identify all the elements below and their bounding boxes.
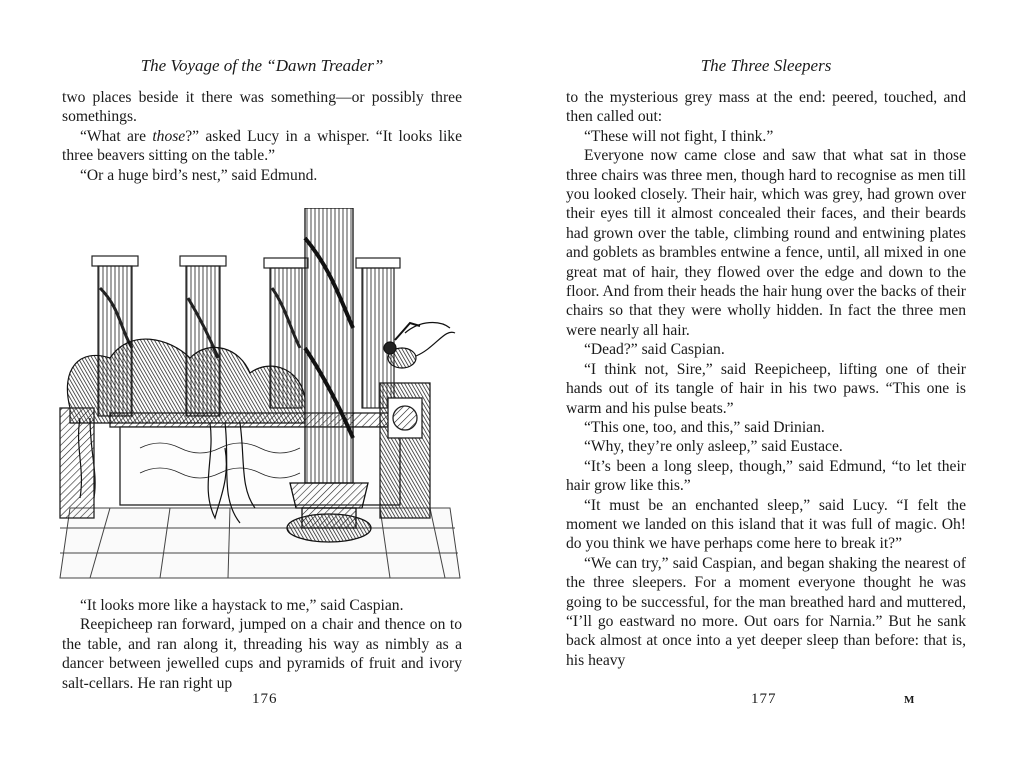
- illustration-drawing: [50, 208, 470, 580]
- page-number: 177: [751, 691, 777, 707]
- paragraph: “Or a huge bird’s nest,” said Edmund.: [80, 166, 318, 184]
- paragraph: “It must be an enchanted sleep,” said Lucy. “I felt the moment we landed on this island that it was full of magic. Oh! do you think we have perhaps come here to break it?”: [566, 496, 966, 553]
- paragraph: “Why, they’re only asleep,” said Eustace.: [584, 438, 843, 456]
- paragraph: “This one, too, and this,” said Drinian.: [584, 418, 825, 436]
- right-running-head: The Three Sleepers: [700, 56, 832, 75]
- right-chair: [380, 383, 430, 518]
- reepicheep-mouse: [384, 323, 455, 368]
- paragraph: to the mysterious grey mass at the end: peered, touched, and then called out:: [566, 89, 966, 126]
- left-running-head: The Voyage of the “Dawn Treader”: [140, 56, 384, 75]
- paragraph: “Dead?” said Caspian.: [584, 341, 725, 359]
- paragraph: two places beside it there was something—or possibly three somethings.: [62, 89, 462, 126]
- paragraph: Reepicheep ran forward, jumped on a chair and thence on to the table, and ran along it, threading his way as nimbly as a dancer between jewelled cups and pyramids of fruit and ivory salt-cellars. He ran right up: [62, 616, 462, 692]
- paragraph: “What are those?” asked Lucy in a whisper. “It looks like three beavers sitting on the table.”: [62, 127, 463, 165]
- right-body-text: [566, 88, 966, 670]
- paragraph: “We can try,” said Caspian, and began shaking the nearest of the three sleepers. For a moment everyone thought he was going to be successful, for the man breathed hard and muttered, “I’ll go eastward no more. Out oars for Narnia.” But he sank back almost at once into a yet deeper sleep than before: that is, his heavy: [566, 554, 966, 669]
- paragraph: Everyone now came close and saw that what sat in those three chairs was three men, though hard to recognise as men till you looked closely. Their hair, which was grey, had grown over their eyes till it almost concealed their faces, and their beards had grown over the table, climbing round and entwining plates and goblets as brambles entwine a fence, until, all mixed in one great mat of hair, they flowed over the edge and down to the floor. And from their heads the hair hung over the backs of their chairs so that they were wholly hidden. In fact the three men were nearly all hair.: [566, 147, 966, 339]
- paragraph: “These will not fight, I think.”: [584, 127, 774, 145]
- left-top-text: [62, 88, 462, 185]
- signature-mark: M: [904, 694, 915, 706]
- left-chair: [60, 408, 94, 518]
- right-page: [566, 0, 966, 783]
- left-bottom-text: [62, 596, 462, 693]
- three-sleepers-illustration: [50, 208, 470, 580]
- paragraph: “It looks more like a haystack to me,” said Caspian.: [80, 597, 404, 614]
- paragraph: “It’s been a long sleep, though,” said Edmund, “to let their hair grow like this.”: [566, 457, 966, 495]
- paragraph: “I think not, Sire,” said Reepicheep, lifting one of their hands out of its tangle of hair in his two paws. “This one is warm and his pulse beats.”: [566, 360, 966, 417]
- page-number: 176: [252, 691, 278, 707]
